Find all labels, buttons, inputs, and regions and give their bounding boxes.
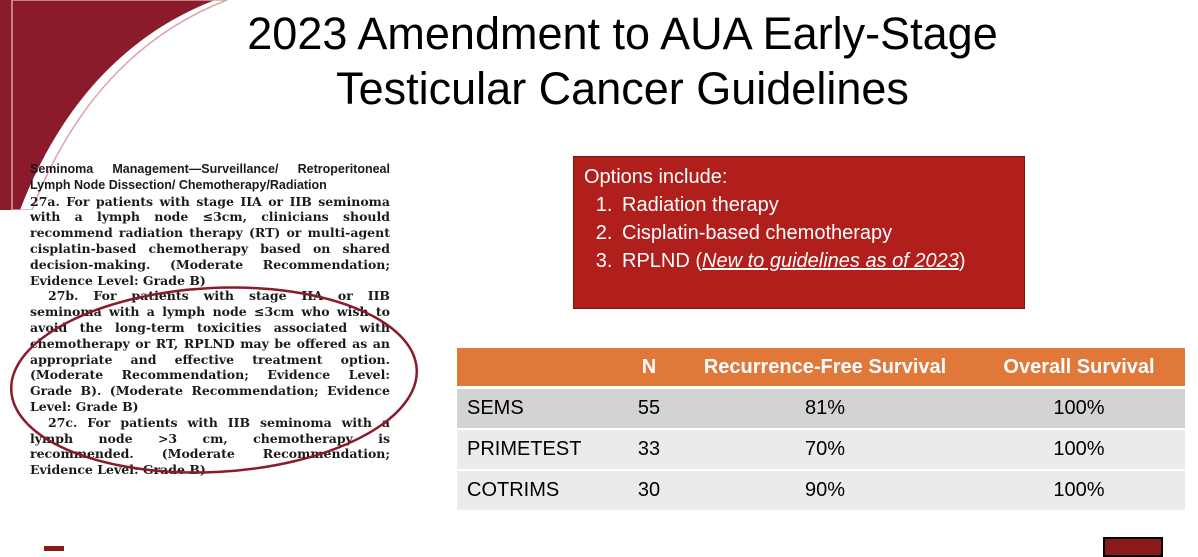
header-n: N — [621, 348, 677, 388]
title-line-1: 2023 Amendment to AUA Early-Stage — [247, 8, 998, 59]
statement-27b: 27b. For patients with stage IIA or IIB seminoma with a lymph node ≤3cm who wish to avoid the long-term toxicities associated with chemotherapy or RT, RPLND may be offered as an appropriate and effective treatment option. (Moderate Recommendation; Evidence Level: Grade B). (Moderate Recommendation; Evidence Level: Grade B) — [30, 288, 390, 414]
options-box — [573, 156, 1025, 309]
footer-mark — [44, 546, 64, 551]
options-heading: Options include: — [584, 166, 728, 188]
cell-study: SEMS — [457, 388, 621, 430]
statement-27a: 27a. For patients with stage IIA or IIB seminoma with a lymph node ≤3cm, clinicians should recommend radiation therapy (RT) or multi-agent cisplatin-based chemotherapy based on shared decision-making. (Moderate Recommendation; Evidence Level: Grade B) — [30, 193, 390, 288]
survival-table — [457, 348, 1185, 510]
table-row — [457, 470, 1185, 510]
option-chemotherapy: 2. Cisplatin-based chemotherapy — [618, 219, 1014, 247]
option-rplnd — [618, 247, 1014, 275]
options-list — [584, 191, 1014, 275]
cell-n: 55 — [621, 388, 677, 430]
option-radiation: 1. Radiation therapy — [618, 191, 1014, 219]
table-row — [457, 429, 1185, 470]
option-rplnd-prefix: RPLND ( — [622, 250, 703, 272]
cell-os: 100% — [973, 388, 1185, 430]
cell-rfs: 81% — [677, 388, 973, 430]
option-rplnd-suffix: ) — [958, 250, 966, 272]
statement-27c: 27c. For patients with IIB seminoma with a lymph node >3 cm, chemotherapy is recommended. (Moderate Recommendation; Evidence Level: Grade B) — [30, 414, 390, 478]
header-os: Overall Survival — [973, 348, 1185, 388]
slide-title — [140, 6, 1105, 116]
header-study — [457, 348, 621, 388]
table-row — [457, 388, 1185, 430]
header-rfs: Recurrence-Free Survival — [677, 348, 973, 388]
title-line-2: Testicular Cancer Guidelines — [336, 63, 909, 114]
cell-os: 100% — [973, 429, 1185, 470]
cell-study: COTRIMS — [457, 470, 621, 510]
table-header-row — [457, 348, 1185, 388]
logo-box — [1103, 537, 1163, 557]
cell-n: 33 — [621, 429, 677, 470]
guideline-excerpt — [30, 162, 390, 478]
cell-rfs: 90% — [677, 470, 973, 510]
cell-os: 100% — [973, 470, 1185, 510]
excerpt-heading: Seminoma Management—Surveillance/ Retroperitoneal Lymph Node Dissection/ Chemotherapy/Radiation — [30, 162, 390, 192]
option-rplnd-new-note: New to guidelines as of 2023 — [702, 250, 959, 272]
cell-study: PRIMETEST — [457, 429, 621, 470]
cell-rfs: 70% — [677, 429, 973, 470]
cell-n: 30 — [621, 470, 677, 510]
